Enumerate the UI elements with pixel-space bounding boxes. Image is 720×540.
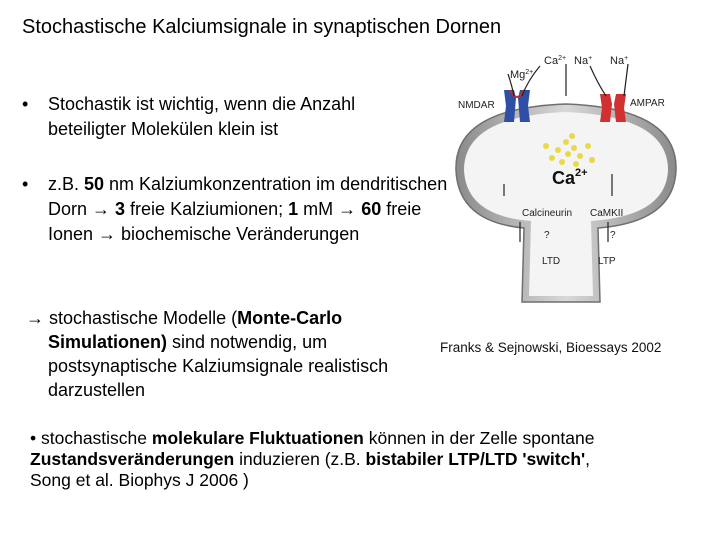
ltd-label: LTD [542,256,561,267]
na1-label: Na+ [574,55,593,67]
ltp-label: LTP [598,256,616,267]
bullet-mark: • [22,174,29,194]
citation: Franks & Sejnowski, Bioessays 2002 [440,340,662,355]
arrow-icon: → [92,199,111,219]
calcineurin-label: Calcineurin [522,208,573,219]
monte-carlo-paragraph: → stochastische Modelle (Monte-Carlo Simulationen) sind notwendig, um postsynaptische Kalziumsignale realistisch darzustellen [26,308,389,400]
arrow-icon: → [98,224,117,244]
bullet-text: z.B. 50 nm Kalziumkonzentration im dendritischen Dorn → 3 freie Kalziumionen; 1 mM → 60 freie Ionen → biochemische Veränderungen [48,174,448,244]
question-mark-ltp: ? [610,230,616,241]
ampar-label: AMPAR [630,98,665,109]
arrow-icon: → [338,199,357,219]
bullet-example [22,172,452,247]
fluctuation-note: • stochastische molekulare Fluktuationen können in der Zelle spontane Zustandsveränderungen induzieren (z.B. bistabiler LTP/LTD 'switch', Song et al. Biophys J 2006 ) [30,428,595,490]
na2-label: Na+ [610,55,629,67]
bullet-text: Stochastik ist wichtig, wenn die Anzahl beteiligter Molekülen klein ist [48,94,356,139]
camkii-label: CaMKII [590,208,624,219]
mg-label: $Mg^{2+}$ [510,69,534,81]
nmdar-label: NMDAR [458,100,495,111]
page-title: Stochastische Kalciumsignale in synaptischen Dornen [22,16,502,38]
arrow-icon: → [26,308,44,328]
calcium-label: $Ca^{2+}$ [552,167,588,188]
bullet-stochastik [22,92,422,142]
synapse-spine-diagram [448,50,686,310]
ca-top-label: $Ca^{2+}$ [544,55,567,67]
question-mark-ltd: ? [544,230,550,241]
bullet-mark: • [22,94,29,114]
